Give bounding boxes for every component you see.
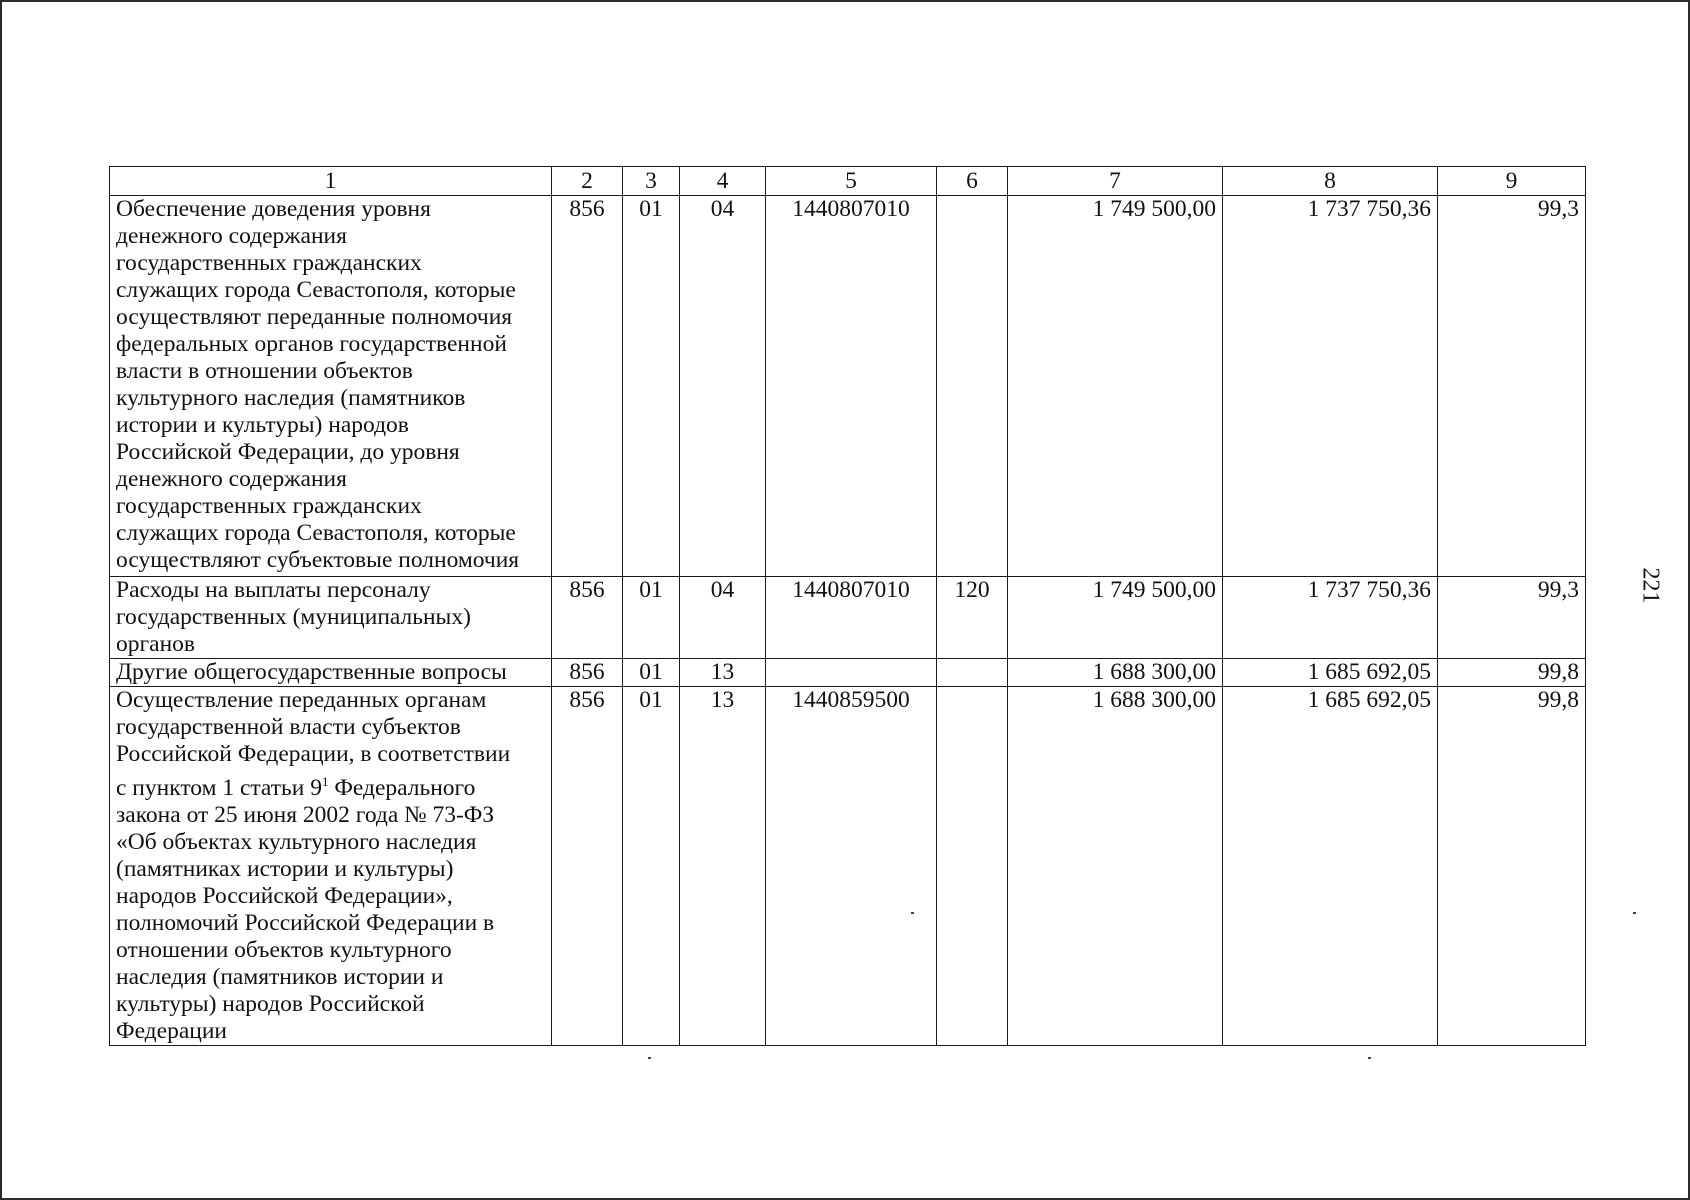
cell-c2: 856 bbox=[552, 687, 623, 1046]
cell-c7: 1 749 500,00 bbox=[1008, 577, 1223, 659]
header-cell: 2 bbox=[552, 167, 623, 196]
header-cell: 7 bbox=[1008, 167, 1223, 196]
cell-c4: 04 bbox=[680, 196, 766, 577]
cell-c9: 99,8 bbox=[1438, 659, 1586, 687]
table-row bbox=[110, 196, 1586, 577]
cell-c9: 99,8 bbox=[1438, 687, 1586, 1046]
table-row bbox=[110, 659, 1586, 687]
cell-c9: 99,3 bbox=[1438, 577, 1586, 659]
row-description-part1: Осуществление переданных органам государственной власти субъектов Российской Федерации, в соответствии с пунктом 1 статьи 9 bbox=[116, 687, 511, 801]
row-description: Другие общегосударственные вопросы bbox=[110, 659, 552, 687]
cell-c8: 1 737 750,36 bbox=[1223, 196, 1438, 577]
row-description: Обеспечение доведения уровня денежного содержания государственных гражданских служащих города Севастополя, которые осуществляют переданные полномочия федеральных органов государственной власти в отношении объектов культурного наследия (памятников истории и культуры) народов Российской Федерации, до уровня денежного содержания государственных гражданских служащих города Севастополя, которые осуществляют субъектовые полномочия bbox=[110, 196, 552, 577]
header-cell: 9 bbox=[1438, 167, 1586, 196]
cell-c3: 01 bbox=[623, 659, 680, 687]
header-cell: 6 bbox=[937, 167, 1008, 196]
scan-speck bbox=[648, 1057, 651, 1059]
cell-c5: 1440807010 bbox=[766, 577, 937, 659]
header-cell: 3 bbox=[623, 167, 680, 196]
cell-c5: 1440807010 bbox=[766, 196, 937, 577]
table-row bbox=[110, 577, 1586, 659]
cell-c4: 13 bbox=[680, 687, 766, 1046]
header-cell: 5 bbox=[766, 167, 937, 196]
cell-c2: 856 bbox=[552, 577, 623, 659]
header-cell: 8 bbox=[1223, 167, 1438, 196]
cell-c6 bbox=[937, 687, 1008, 1046]
cell-c7: 1 749 500,00 bbox=[1008, 196, 1223, 577]
header-cell: 4 bbox=[680, 167, 766, 196]
cell-c3: 01 bbox=[623, 196, 680, 577]
cell-c6 bbox=[937, 196, 1008, 577]
scan-speck bbox=[911, 912, 914, 914]
cell-c5: 1440859500 bbox=[766, 687, 937, 1046]
cell-c7: 1 688 300,00 bbox=[1008, 687, 1223, 1046]
page-number: 221 bbox=[1637, 567, 1664, 604]
superscript: 1 bbox=[321, 774, 329, 789]
cell-c3: 01 bbox=[623, 687, 680, 1046]
row-description: Расходы на выплаты персоналу государственных (муниципальных) органов bbox=[110, 577, 552, 659]
cell-c8: 1 685 692,05 bbox=[1223, 659, 1438, 687]
cell-c9: 99,3 bbox=[1438, 196, 1586, 577]
scan-speck bbox=[1633, 912, 1636, 914]
cell-c3: 01 bbox=[623, 577, 680, 659]
cell-c2: 856 bbox=[552, 196, 623, 577]
cell-c8: 1 737 750,36 bbox=[1223, 577, 1438, 659]
cell-c7: 1 688 300,00 bbox=[1008, 659, 1223, 687]
header-cell: 1 bbox=[110, 167, 552, 196]
table-header-row bbox=[110, 167, 1586, 196]
cell-c6: 120 bbox=[937, 577, 1008, 659]
cell-c2: 856 bbox=[552, 659, 623, 687]
cell-c4: 13 bbox=[680, 659, 766, 687]
row-description-part2: Федерального закона от 25 июня 2002 года № 73-ФЗ «Об объектах культурного наследия (памятниках истории и культуры) народов Российской Федерации», полномочий Российской Федерации в отношении объектов культурного наследия (памятников истории и культуры) народов Российской Федерации bbox=[116, 774, 495, 1044]
cell-c4: 04 bbox=[680, 577, 766, 659]
cell-c6 bbox=[937, 659, 1008, 687]
cell-c8: 1 685 692,05 bbox=[1223, 687, 1438, 1046]
table-row bbox=[110, 687, 1586, 1046]
cell-c5 bbox=[766, 659, 937, 687]
scan-speck bbox=[1368, 1057, 1371, 1059]
budget-table bbox=[109, 166, 1586, 1046]
row-description bbox=[110, 687, 552, 1046]
